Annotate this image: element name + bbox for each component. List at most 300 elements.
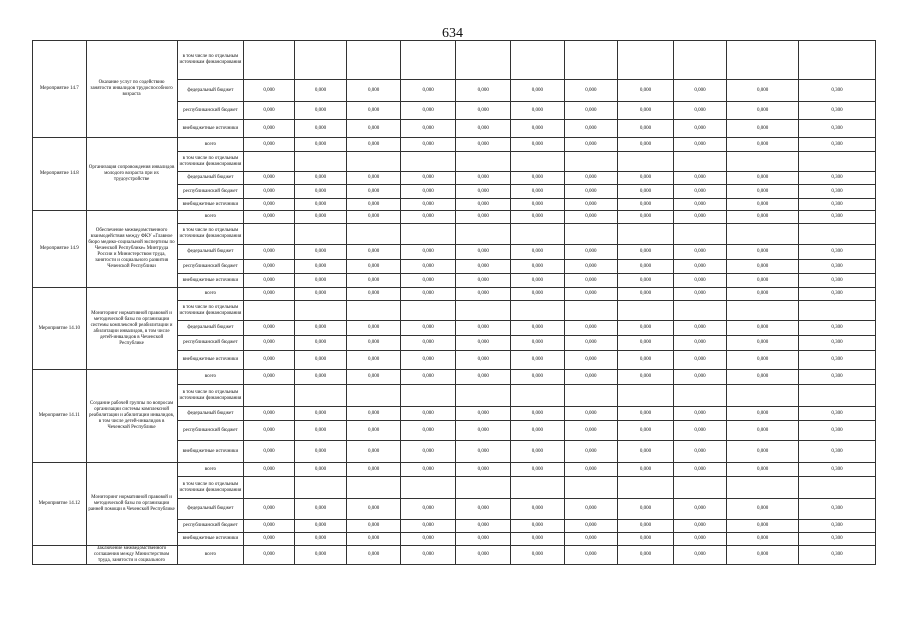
value-cell: 0,000 (347, 533, 401, 546)
value-cell: 0,000 (564, 211, 618, 224)
value-cell (400, 301, 456, 321)
value-cell: 0,000 (673, 288, 727, 301)
value-cell: 0,000 (673, 336, 727, 351)
value-cell: 0,000 (727, 245, 799, 260)
value-cell (618, 41, 674, 80)
value-cell: 0,000 (400, 321, 456, 336)
value-cell: 0,300 (799, 138, 876, 152)
value-cell: 0,000 (456, 274, 511, 288)
event-description: Создание рабочей группы по вопросам организации системы комплексной реабилитации и абилитации инвалидов, в том числе детей-инвалидов в Чеченской Республике (86, 370, 177, 463)
value-cell: 0,000 (727, 138, 799, 152)
value-cell: 0,000 (347, 463, 401, 477)
value-cell: 0,000 (618, 211, 674, 224)
value-cell: 0,000 (347, 370, 401, 385)
funding-source: в том числе по отдельным источникам финансирования (177, 152, 244, 172)
value-cell: 0,000 (727, 370, 799, 385)
value-cell: 0,000 (244, 102, 295, 120)
value-cell (564, 301, 618, 321)
funding-source: в том числе по отдельным источникам финансирования (177, 477, 244, 499)
value-cell: 0,000 (673, 351, 727, 370)
value-cell: 0,000 (294, 120, 347, 138)
value-cell: 0,000 (400, 211, 456, 224)
value-cell (294, 301, 347, 321)
value-cell: 0,000 (294, 546, 347, 565)
value-cell (618, 301, 674, 321)
event-description: Оказание услуг по содействию занятости инвалидов трудоспособного возраста (86, 41, 177, 138)
funding-source: внебюджетные источники (177, 533, 244, 546)
value-cell: 0,000 (294, 80, 347, 102)
funding-source: внебюджетные источники (177, 441, 244, 463)
funding-source: внебюджетные источники (177, 199, 244, 211)
funding-source: республиканский бюджет (177, 102, 244, 120)
funding-source: внебюджетные источники (177, 274, 244, 288)
value-cell: 0,300 (799, 546, 876, 565)
value-cell (244, 385, 295, 407)
value-cell (400, 152, 456, 172)
value-cell: 0,000 (618, 421, 674, 441)
value-cell: 0,000 (347, 499, 401, 520)
value-cell: 0,000 (244, 260, 295, 274)
value-cell: 0,000 (294, 351, 347, 370)
value-cell: 0,000 (347, 120, 401, 138)
value-cell: 0,300 (799, 407, 876, 421)
value-cell: 0,000 (511, 336, 565, 351)
value-cell: 0,000 (456, 321, 511, 336)
value-cell: 0,000 (564, 421, 618, 441)
value-cell (244, 301, 295, 321)
value-cell: 0,000 (727, 336, 799, 351)
funding-source: республиканский бюджет (177, 185, 244, 199)
value-cell (347, 477, 401, 499)
value-cell: 0,000 (511, 407, 565, 421)
value-cell: 0,000 (727, 321, 799, 336)
value-cell: 0,300 (799, 274, 876, 288)
value-cell (799, 41, 876, 80)
value-cell: 0,000 (673, 199, 727, 211)
value-cell: 0,300 (799, 533, 876, 546)
value-cell: 0,000 (673, 138, 727, 152)
funding-source: федеральный бюджет (177, 172, 244, 185)
value-cell: 0,000 (618, 351, 674, 370)
value-cell: 0,000 (456, 421, 511, 441)
value-cell: 0,000 (244, 546, 295, 565)
table-row (33, 288, 876, 301)
event-description: Организация сопровождения инвалидов молодого возраста при их трудоустройстве (86, 138, 177, 211)
value-cell: 0,300 (799, 370, 876, 385)
value-cell: 0,000 (244, 499, 295, 520)
value-cell: 0,000 (673, 185, 727, 199)
value-cell (799, 152, 876, 172)
value-cell (799, 477, 876, 499)
value-cell: 0,000 (727, 199, 799, 211)
value-cell (727, 41, 799, 80)
event-label (33, 546, 87, 565)
value-cell: 0,000 (511, 120, 565, 138)
value-cell: 0,000 (618, 80, 674, 102)
value-cell: 0,000 (294, 245, 347, 260)
value-cell: 0,000 (511, 211, 565, 224)
value-cell: 0,000 (400, 80, 456, 102)
value-cell: 0,000 (673, 172, 727, 185)
value-cell (799, 301, 876, 321)
value-cell (564, 41, 618, 80)
value-cell: 0,000 (511, 546, 565, 565)
value-cell: 0,000 (244, 185, 295, 199)
value-cell: 0,000 (347, 245, 401, 260)
value-cell: 0,300 (799, 80, 876, 102)
value-cell (347, 41, 401, 80)
event-label: Мероприятие 14.11 (33, 370, 87, 463)
value-cell: 0,000 (673, 80, 727, 102)
value-cell (511, 41, 565, 80)
value-cell: 0,000 (400, 336, 456, 351)
value-cell: 0,000 (294, 102, 347, 120)
value-cell: 0,000 (400, 245, 456, 260)
funding-source: всего (177, 211, 244, 224)
value-cell: 0,000 (511, 421, 565, 441)
funding-source: федеральный бюджет (177, 407, 244, 421)
value-cell: 0,000 (244, 336, 295, 351)
funding-source: всего (177, 370, 244, 385)
value-cell: 0,000 (347, 546, 401, 565)
value-cell (799, 224, 876, 245)
event-label: Мероприятие 14.7 (33, 41, 87, 138)
funding-source: республиканский бюджет (177, 336, 244, 351)
value-cell: 0,000 (511, 245, 565, 260)
value-cell (294, 152, 347, 172)
value-cell: 0,000 (456, 172, 511, 185)
event-description: Заключение межведомственного соглашения между Министерством труда, занятости и социального (86, 546, 177, 565)
value-cell: 0,000 (618, 321, 674, 336)
value-cell: 0,000 (564, 138, 618, 152)
value-cell: 0,000 (456, 102, 511, 120)
funding-source: федеральный бюджет (177, 321, 244, 336)
event-description: Мониторинг нормативной правовой и методической базы по организации системы комплексной реабилитации и абилитации инвалидов, в том числе детей-инвалидов в Чеченской Республике (86, 288, 177, 370)
value-cell: 0,000 (673, 370, 727, 385)
value-cell (456, 224, 511, 245)
value-cell: 0,000 (294, 199, 347, 211)
value-cell: 0,000 (511, 351, 565, 370)
value-cell (400, 385, 456, 407)
value-cell: 0,000 (564, 533, 618, 546)
value-cell (673, 152, 727, 172)
value-cell (673, 224, 727, 245)
value-cell: 0,000 (673, 441, 727, 463)
value-cell (727, 152, 799, 172)
value-cell (564, 224, 618, 245)
funding-source: в том числе по отдельным источникам финансирования (177, 385, 244, 407)
value-cell: 0,000 (511, 274, 565, 288)
value-cell: 0,000 (673, 274, 727, 288)
value-cell: 0,000 (618, 102, 674, 120)
value-cell: 0,000 (456, 80, 511, 102)
value-cell: 0,000 (727, 533, 799, 546)
value-cell: 0,000 (400, 185, 456, 199)
value-cell: 0,000 (294, 370, 347, 385)
value-cell: 0,000 (618, 120, 674, 138)
value-cell (294, 385, 347, 407)
funding-source: республиканский бюджет (177, 520, 244, 533)
value-cell: 0,000 (618, 245, 674, 260)
value-cell: 0,000 (564, 102, 618, 120)
value-cell: 0,300 (799, 211, 876, 224)
value-cell (673, 41, 727, 80)
value-cell: 0,000 (294, 211, 347, 224)
value-cell: 0,000 (400, 172, 456, 185)
value-cell: 0,000 (347, 211, 401, 224)
value-cell: 0,000 (456, 499, 511, 520)
value-cell (564, 152, 618, 172)
value-cell: 0,000 (244, 351, 295, 370)
funding-source: федеральный бюджет (177, 80, 244, 102)
value-cell: 0,000 (244, 463, 295, 477)
value-cell: 0,000 (400, 102, 456, 120)
value-cell (456, 385, 511, 407)
value-cell: 0,000 (564, 199, 618, 211)
event-label: Мероприятие 14.8 (33, 138, 87, 211)
value-cell: 0,000 (564, 351, 618, 370)
value-cell: 0,000 (618, 288, 674, 301)
value-cell: 0,000 (618, 336, 674, 351)
value-cell: 0,000 (456, 288, 511, 301)
value-cell: 0,000 (400, 120, 456, 138)
value-cell: 0,000 (456, 463, 511, 477)
funding-source: внебюджетные источники (177, 120, 244, 138)
value-cell (244, 152, 295, 172)
value-cell: 0,000 (400, 138, 456, 152)
value-cell: 0,000 (400, 441, 456, 463)
value-cell (673, 301, 727, 321)
value-cell: 0,000 (244, 533, 295, 546)
value-cell: 0,000 (294, 520, 347, 533)
value-cell: 0,000 (727, 102, 799, 120)
value-cell (618, 224, 674, 245)
value-cell: 0,000 (347, 185, 401, 199)
value-cell: 0,000 (618, 520, 674, 533)
value-cell: 0,000 (564, 185, 618, 199)
value-cell: 0,000 (618, 199, 674, 211)
funding-source: всего (177, 463, 244, 477)
value-cell: 0,000 (400, 407, 456, 421)
funding-source: республиканский бюджет (177, 421, 244, 441)
value-cell: 0,000 (511, 441, 565, 463)
value-cell: 0,000 (244, 321, 295, 336)
value-cell (347, 301, 401, 321)
value-cell: 0,000 (564, 336, 618, 351)
value-cell: 0,000 (727, 80, 799, 102)
value-cell: 0,000 (673, 211, 727, 224)
value-cell: 0,000 (400, 274, 456, 288)
value-cell: 0,000 (456, 120, 511, 138)
value-cell: 0,000 (564, 499, 618, 520)
value-cell: 0,000 (456, 245, 511, 260)
funding-source: республиканский бюджет (177, 260, 244, 274)
value-cell: 0,000 (673, 533, 727, 546)
value-cell: 0,000 (618, 407, 674, 421)
value-cell: 0,000 (727, 499, 799, 520)
funding-source: в том числе по отдельным источникам финансирования (177, 224, 244, 245)
value-cell: 0,000 (400, 463, 456, 477)
funding-source: федеральный бюджет (177, 245, 244, 260)
event-description: Мониторинг нормативной правовой и методической базы по организации ранней помощи в Чеченской Республике (86, 463, 177, 546)
value-cell: 0,000 (564, 274, 618, 288)
value-cell: 0,000 (294, 321, 347, 336)
table-row (33, 463, 876, 477)
funding-source: федеральный бюджет (177, 499, 244, 520)
value-cell: 0,000 (244, 288, 295, 301)
value-cell (673, 385, 727, 407)
value-cell (456, 41, 511, 80)
value-cell: 0,000 (294, 336, 347, 351)
value-cell: 0,000 (511, 138, 565, 152)
value-cell (673, 477, 727, 499)
value-cell: 0,000 (347, 441, 401, 463)
value-cell: 0,000 (618, 172, 674, 185)
value-cell: 0,000 (347, 102, 401, 120)
value-cell: 0,000 (400, 520, 456, 533)
value-cell: 0,000 (400, 533, 456, 546)
value-cell: 0,000 (618, 463, 674, 477)
value-cell (727, 224, 799, 245)
value-cell: 0,000 (244, 80, 295, 102)
value-cell: 0,000 (511, 499, 565, 520)
value-cell: 0,000 (347, 199, 401, 211)
value-cell: 0,000 (727, 172, 799, 185)
value-cell: 0,000 (673, 260, 727, 274)
value-cell: 0,000 (347, 407, 401, 421)
value-cell: 0,000 (400, 546, 456, 565)
value-cell (294, 477, 347, 499)
value-cell: 0,000 (347, 138, 401, 152)
value-cell (456, 152, 511, 172)
value-cell: 0,000 (244, 120, 295, 138)
value-cell: 0,000 (673, 546, 727, 565)
value-cell: 0,000 (294, 138, 347, 152)
value-cell: 0,000 (244, 199, 295, 211)
value-cell: 0,000 (294, 463, 347, 477)
value-cell: 0,300 (799, 102, 876, 120)
value-cell: 0,000 (244, 520, 295, 533)
value-cell: 0,000 (456, 351, 511, 370)
funding-source: всего (177, 546, 244, 565)
value-cell: 0,000 (564, 520, 618, 533)
value-cell: 0,000 (564, 546, 618, 565)
value-cell: 0,000 (294, 274, 347, 288)
value-cell: 0,000 (244, 441, 295, 463)
value-cell: 0,000 (727, 274, 799, 288)
value-cell: 0,000 (456, 370, 511, 385)
value-cell: 0,300 (799, 520, 876, 533)
value-cell: 0,000 (727, 421, 799, 441)
value-cell: 0,000 (244, 407, 295, 421)
value-cell: 0,000 (511, 370, 565, 385)
value-cell: 0,300 (799, 351, 876, 370)
value-cell: 0,000 (727, 520, 799, 533)
value-cell (511, 224, 565, 245)
value-cell: 0,000 (347, 520, 401, 533)
value-cell: 0,000 (673, 120, 727, 138)
value-cell: 0,300 (799, 199, 876, 211)
value-cell: 0,000 (727, 463, 799, 477)
value-cell (294, 224, 347, 245)
event-label: Мероприятие 14.10 (33, 288, 87, 370)
value-cell: 0,000 (618, 533, 674, 546)
value-cell (400, 41, 456, 80)
value-cell: 0,000 (564, 288, 618, 301)
value-cell: 0,300 (799, 321, 876, 336)
value-cell: 0,000 (294, 185, 347, 199)
table-row (33, 138, 876, 152)
value-cell: 0,000 (511, 288, 565, 301)
value-cell (400, 477, 456, 499)
funding-source: всего (177, 288, 244, 301)
value-cell (511, 477, 565, 499)
value-cell: 0,000 (673, 407, 727, 421)
value-cell (564, 385, 618, 407)
value-cell: 0,000 (673, 499, 727, 520)
value-cell: 0,000 (244, 370, 295, 385)
table-row (33, 546, 876, 565)
funding-source: внебюджетные источники (177, 351, 244, 370)
value-cell: 0,000 (456, 520, 511, 533)
value-cell (244, 41, 295, 80)
value-cell (456, 477, 511, 499)
value-cell: 0,300 (799, 463, 876, 477)
value-cell: 0,000 (294, 172, 347, 185)
value-cell: 0,000 (347, 336, 401, 351)
value-cell (618, 152, 674, 172)
value-cell: 0,000 (347, 172, 401, 185)
value-cell: 0,000 (244, 245, 295, 260)
value-cell (347, 385, 401, 407)
financing-table (32, 40, 876, 565)
value-cell: 0,000 (727, 185, 799, 199)
value-cell: 0,000 (456, 199, 511, 211)
table-row (33, 211, 876, 224)
value-cell: 0,000 (511, 321, 565, 336)
value-cell: 0,000 (347, 288, 401, 301)
value-cell: 0,000 (727, 120, 799, 138)
value-cell (400, 224, 456, 245)
value-cell: 0,000 (294, 533, 347, 546)
value-cell: 0,000 (456, 185, 511, 199)
value-cell (347, 152, 401, 172)
value-cell (511, 385, 565, 407)
value-cell: 0,000 (564, 407, 618, 421)
value-cell: 0,000 (294, 441, 347, 463)
value-cell: 0,000 (673, 463, 727, 477)
value-cell: 0,000 (347, 260, 401, 274)
value-cell: 0,000 (511, 520, 565, 533)
value-cell: 0,000 (618, 370, 674, 385)
value-cell: 0,000 (456, 533, 511, 546)
value-cell: 0,000 (564, 245, 618, 260)
value-cell: 0,300 (799, 120, 876, 138)
value-cell: 0,000 (673, 421, 727, 441)
value-cell (799, 385, 876, 407)
value-cell: 0,000 (400, 288, 456, 301)
value-cell (511, 152, 565, 172)
value-cell: 0,000 (294, 260, 347, 274)
value-cell: 0,000 (511, 260, 565, 274)
funding-source: в том числе по отдельным источникам финансирования (177, 301, 244, 321)
value-cell: 0,000 (511, 80, 565, 102)
value-cell: 0,000 (456, 546, 511, 565)
funding-source: всего (177, 138, 244, 152)
value-cell: 0,000 (347, 421, 401, 441)
value-cell: 0,300 (799, 288, 876, 301)
value-cell: 0,000 (564, 370, 618, 385)
